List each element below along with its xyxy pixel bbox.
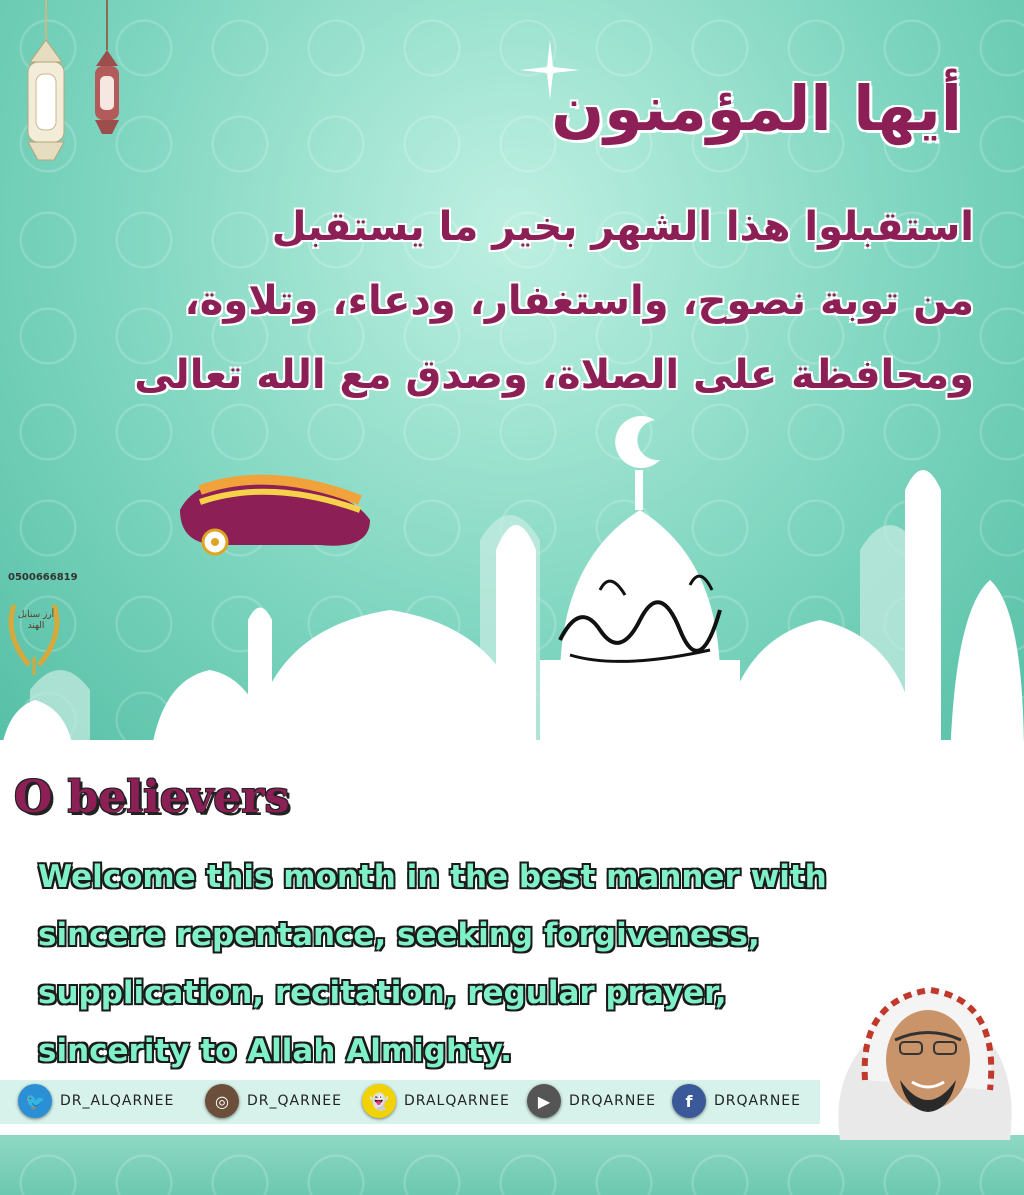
pattern-overlay [0,1135,1024,1195]
english-line: supplication, recitation, regular prayer, [38,975,727,1011]
social-label: DR_ALQARNEE [60,1093,175,1109]
social-label: DRALQARNEE [404,1093,510,1109]
social-label: DRQARNEE [569,1093,656,1109]
badge-name: أرز سنابل الهند [17,610,55,631]
arabic-line: ومحافظة على الصلاة، وصدق مع الله تعالى [134,352,974,398]
english-title: O believers [14,772,290,823]
arabic-body [34,190,974,412]
lantern-icon [90,0,124,140]
lantern-icon [18,0,74,170]
snapchat-icon: 👻 [362,1084,396,1118]
twitter-icon: 🐦 [18,1084,52,1118]
footer-background [0,1135,1024,1195]
signature-icon [540,560,740,680]
instagram-icon: ◎ [205,1084,239,1118]
social-label: DR_QARNEE [247,1093,342,1109]
portrait-image [820,960,1020,1140]
youtube-icon: ▶ [527,1084,561,1118]
mosque-silhouette [0,380,1024,780]
arabic-line: استقبلوا هذا الشهر بخير ما يستقبل [271,204,974,250]
arabic-line: من توبة نصوح، واستغفار، ودعاء، وتلاوة، [184,278,974,324]
social-label: DRQARNEE [714,1093,801,1109]
social-twitter[interactable] [18,1084,174,1118]
badge-phone: 0500666819 [8,572,78,583]
english-line: Welcome this month in the best manner with [38,859,827,895]
ramadan-logo-icon [160,470,390,560]
social-facebook[interactable] [672,1084,801,1118]
social-instagram[interactable] [205,1084,342,1118]
english-line: sincere repentance, seeking forgiveness, [38,917,760,953]
facebook-icon: f [672,1084,706,1118]
social-youtube[interactable] [527,1084,656,1118]
english-line: sincerity to Allah Almighty. [38,1033,512,1069]
arabic-title: أيها المؤمنون [551,72,962,145]
english-body [38,848,938,1080]
social-snapchat[interactable] [362,1084,510,1118]
